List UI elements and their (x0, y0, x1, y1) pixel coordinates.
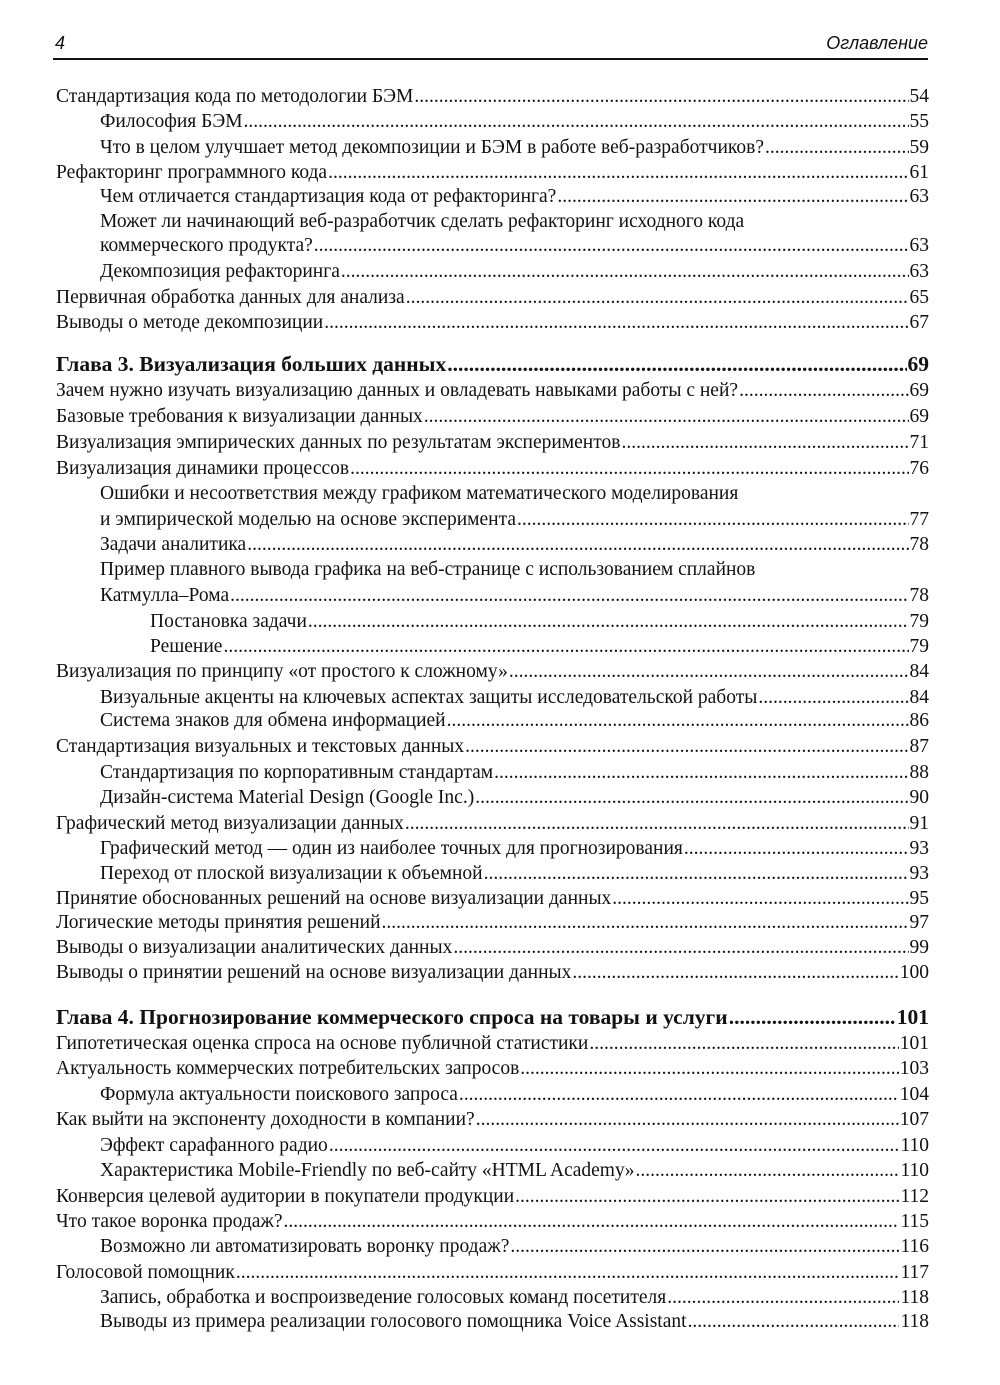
toc-page-number: 117 (900, 1262, 929, 1283)
dot-leader (688, 1310, 900, 1334)
toc-page-number: 63 (909, 235, 929, 256)
dot-leader (308, 610, 909, 634)
toc-entry-title: Принятие обоснованных решений на основе визуализации данных (56, 888, 612, 909)
toc-entry-title: Выводы из примера реализации голосового помощника Voice Assistant (100, 1311, 687, 1332)
dot-leader (453, 936, 908, 960)
toc-entry (56, 85, 929, 109)
toc-entry (56, 1108, 929, 1132)
toc-page-number: 54 (909, 86, 929, 107)
dot-leader (324, 311, 908, 335)
toc-page-number: 88 (909, 762, 929, 783)
dot-leader (447, 709, 909, 733)
toc-entry-title: Возможно ли автоматизировать воронку продаж? (100, 1236, 510, 1257)
toc-page-number: 100 (899, 962, 929, 983)
dot-leader (621, 431, 908, 455)
toc-entry (100, 508, 929, 532)
dot-leader (236, 1261, 900, 1285)
toc-page-number: 86 (909, 710, 929, 731)
toc-entry-title: Конверсия целевой аудитории в покупатели продукции (56, 1186, 515, 1207)
dot-leader (329, 1134, 900, 1158)
toc-page-number: 63 (909, 261, 929, 282)
toc-entry (56, 1210, 929, 1234)
dot-leader (223, 635, 908, 659)
toc-entry (56, 1185, 929, 1209)
toc-entry-title: Визуализация по принципу «от простого к сложному» (56, 661, 508, 682)
toc-page-number: 90 (909, 787, 929, 808)
toc-entry (100, 260, 929, 284)
toc-entry-title: Стандартизация визуальных и текстовых данных (56, 736, 465, 757)
toc-entry-title: Голосовой помощник (56, 1262, 235, 1283)
toc-page-number: 97 (909, 912, 929, 933)
dot-leader (230, 584, 908, 608)
toc-page-number: 69 (907, 352, 929, 376)
toc-entry-title-line: Ошибки и несоответствия между графиком математического моделирования (100, 483, 739, 504)
toc-entry-title: Гипотетическая оценка спроса на основе публичной статистики (56, 1033, 589, 1054)
toc-entry (150, 610, 929, 634)
dot-leader (517, 508, 908, 532)
toc-entry-title: Визуализация эмпирических данных по результатам экспериментов (56, 432, 621, 453)
toc-entry (100, 584, 929, 608)
toc-entry (56, 735, 929, 759)
toc-page-number: 110 (900, 1135, 929, 1156)
toc-entry (56, 911, 929, 935)
toc-page-number: 55 (909, 111, 929, 132)
dot-leader (350, 457, 908, 481)
toc-entry (100, 786, 929, 810)
dot-leader (635, 1159, 899, 1183)
toc-page-number: 59 (909, 137, 929, 158)
toc-page-number: 69 (909, 380, 929, 401)
toc-entry-title: Что в целом улучшает метод декомпозиции и БЭМ в работе веб-разработчиков? (100, 137, 764, 158)
toc-page-number: 103 (899, 1058, 929, 1079)
toc-page-number: 79 (909, 611, 929, 632)
dot-leader (382, 911, 909, 935)
toc-entry-title: и эмпирической моделью на основе эксперимента (100, 509, 517, 530)
toc-entry (56, 1057, 929, 1081)
toc-entry-title: Эффект сарафанного радио (100, 1135, 328, 1156)
toc-entry-title: Глава 3. Визуализация больших данных (56, 352, 447, 376)
toc-entry (56, 1032, 929, 1056)
toc-page-number: 118 (900, 1311, 929, 1332)
dot-leader (328, 161, 908, 185)
toc-entry-title: Решение (150, 636, 223, 657)
dot-leader (758, 686, 908, 710)
dot-leader (465, 735, 908, 759)
toc-entry (100, 234, 929, 258)
toc-entry (100, 862, 929, 886)
toc-page-number: 71 (909, 432, 929, 453)
dot-leader (515, 1185, 899, 1209)
toc-entry (56, 379, 929, 403)
toc-entry-title: Рефакторинг программного кода (56, 162, 328, 183)
toc-page-number: 110 (900, 1160, 929, 1181)
dot-leader (405, 812, 909, 836)
dot-leader (765, 136, 909, 160)
toc-page-number: 79 (909, 636, 929, 657)
dot-leader (247, 533, 908, 557)
dot-leader (729, 1005, 896, 1029)
dot-leader (447, 352, 906, 376)
toc-page-number: 93 (909, 838, 929, 859)
dot-leader (667, 1286, 899, 1310)
toc-entry (56, 161, 929, 185)
dot-leader (520, 1057, 898, 1081)
toc-entry-title: Переход от плоской визуализации к объемной (100, 863, 483, 884)
toc-entry (100, 185, 929, 209)
dot-leader (476, 1108, 899, 1132)
toc-entry-title: Дизайн-система Material Design (Google Inc.) (100, 787, 475, 808)
toc-entry-title: Глава 4. Прогнозирование коммерческого спроса на товары и услуги (56, 1005, 728, 1029)
toc-chapter-heading (56, 352, 929, 376)
toc-entry (56, 1261, 929, 1285)
toc-entry (100, 1286, 929, 1310)
dot-leader (557, 185, 908, 209)
toc-entry (100, 1134, 929, 1158)
toc-page-number: 107 (899, 1109, 929, 1130)
toc-page-number: 84 (909, 687, 929, 708)
toc-page-number: 93 (909, 863, 929, 884)
toc-entry (100, 1235, 929, 1259)
toc-entry-title: коммерческого продукта? (100, 235, 313, 256)
toc-entry (56, 936, 929, 960)
toc-page-number: 91 (909, 813, 929, 834)
toc-entry (100, 1083, 929, 1107)
toc-entry-title: Формула актуальности поискового запроса (100, 1084, 458, 1105)
toc-entry (56, 286, 929, 310)
dot-leader (284, 1210, 900, 1234)
toc-page-number: 95 (909, 888, 929, 909)
toc-page-number: 116 (900, 1236, 929, 1257)
dot-leader (341, 260, 909, 284)
toc-page-number: 78 (909, 534, 929, 555)
dot-leader (612, 887, 908, 911)
toc-page-number: 115 (900, 1211, 929, 1232)
dot-leader (244, 110, 909, 134)
toc-entry-title: Философия БЭМ (100, 111, 243, 132)
toc-entry (56, 431, 929, 455)
toc-entry-title: Визуализация динамики процессов (56, 458, 350, 479)
dot-leader (484, 862, 909, 886)
toc-page-number: 112 (900, 1186, 929, 1207)
toc-entry-title: Актуальность коммерческих потребительских запросов (56, 1058, 520, 1079)
toc-entry-title: Визуальные акценты на ключевых аспектах защиты исследовательской работы (100, 687, 758, 708)
toc-entry (150, 635, 929, 659)
toc-entry (56, 961, 929, 985)
toc-entry (100, 110, 929, 134)
dot-leader (314, 234, 909, 258)
toc-page-number: 65 (909, 287, 929, 308)
dot-leader (510, 1235, 899, 1259)
toc-entry (100, 1310, 929, 1334)
toc-page-number: 99 (909, 937, 929, 958)
toc-entry-title: Выводы о визуализации аналитических данных (56, 937, 453, 958)
toc-entry (100, 533, 929, 557)
page-header (53, 30, 928, 60)
toc-page-number: 76 (909, 458, 929, 479)
dot-leader (684, 837, 909, 861)
toc-entry (100, 136, 929, 160)
toc-page-number: 101 (899, 1033, 929, 1054)
toc-entry-title: Чем отличается стандартизация кода от рефакторинга? (100, 186, 557, 207)
toc-page-number: 67 (909, 312, 929, 333)
toc-entry (56, 457, 929, 481)
toc-entry-title: Запись, обработка и воспроизведение голосовых команд посетителя (100, 1287, 667, 1308)
toc-page-number: 78 (909, 585, 929, 606)
toc-entry-title: Система знаков для обмена информацией (100, 710, 446, 731)
toc-entry-title-line: Может ли начинающий веб-разработчик сделать рефакторинг исходного кода (100, 211, 745, 232)
toc-page-number: 69 (909, 406, 929, 427)
toc-entry (56, 405, 929, 429)
dot-leader (572, 961, 898, 985)
toc-entry-title: Базовые требования к визуализации данных (56, 406, 423, 427)
toc-page-number: 87 (909, 736, 929, 757)
toc-entry-title: Декомпозиция рефакторинга (100, 261, 340, 282)
toc-entry (100, 709, 929, 733)
dot-leader (589, 1032, 898, 1056)
toc-page-number: 77 (909, 509, 929, 530)
running-title: Оглавление (826, 33, 928, 53)
toc-entry (56, 812, 929, 836)
toc-page-number: 118 (900, 1287, 929, 1308)
dot-leader (475, 786, 908, 810)
toc-entry (56, 660, 929, 684)
toc-page-number: 61 (909, 162, 929, 183)
toc-entry (56, 887, 929, 911)
toc-page-number: 63 (909, 186, 929, 207)
toc-entry-title: Как выйти на экспоненту доходности в компании? (56, 1109, 475, 1130)
toc-entry-title: Выводы о методе декомпозиции (56, 312, 324, 333)
toc-entry (100, 1159, 929, 1183)
toc-entry-title: Графический метод визуализации данных (56, 813, 404, 834)
toc-entry-title: Логические методы принятия решений (56, 912, 381, 933)
toc-entry-title: Графический метод — один из наиболее точных для прогнозирования (100, 838, 683, 859)
toc-entry-title: Стандартизация кода по методологии БЭМ (56, 86, 414, 107)
dot-leader (739, 379, 908, 403)
dot-leader (424, 405, 909, 429)
toc-entry-title: Первичная обработка данных для анализа (56, 287, 405, 308)
toc-entry (100, 837, 929, 861)
toc-page-number: 101 (896, 1005, 929, 1029)
page-number: 4 (55, 33, 66, 53)
toc-entry-title: Стандартизация по корпоративным стандартам (100, 762, 494, 783)
toc-page-number: 104 (899, 1084, 929, 1105)
toc-page-number: 84 (909, 661, 929, 682)
dot-leader (414, 85, 908, 109)
toc-entry-title: Характеристика Mobile-Friendly по веб-сайту «HTML Academy» (100, 1160, 635, 1181)
toc-entry-title: Постановка задачи (150, 611, 307, 632)
toc-entry-title: Что такое воронка продаж? (56, 1211, 283, 1232)
toc-chapter-heading (56, 1005, 929, 1029)
toc-entry-title-line: Пример плавного вывода графика на веб-странице с использованием сплайнов (100, 559, 756, 580)
dot-leader (406, 286, 909, 310)
toc-entry-title: Зачем нужно изучать визуализацию данных и овладевать навыками работы с ней? (56, 380, 739, 401)
dot-leader (509, 660, 909, 684)
toc-entry-title: Задачи аналитика (100, 534, 247, 555)
toc-entry-title: Катмулла–Рома (100, 585, 230, 606)
dot-leader (494, 761, 908, 785)
toc-entry (56, 311, 929, 335)
toc-entry-title: Выводы о принятии решений на основе визуализации данных (56, 962, 572, 983)
dot-leader (459, 1083, 899, 1107)
toc-entry (100, 686, 929, 710)
toc-entry (100, 761, 929, 785)
